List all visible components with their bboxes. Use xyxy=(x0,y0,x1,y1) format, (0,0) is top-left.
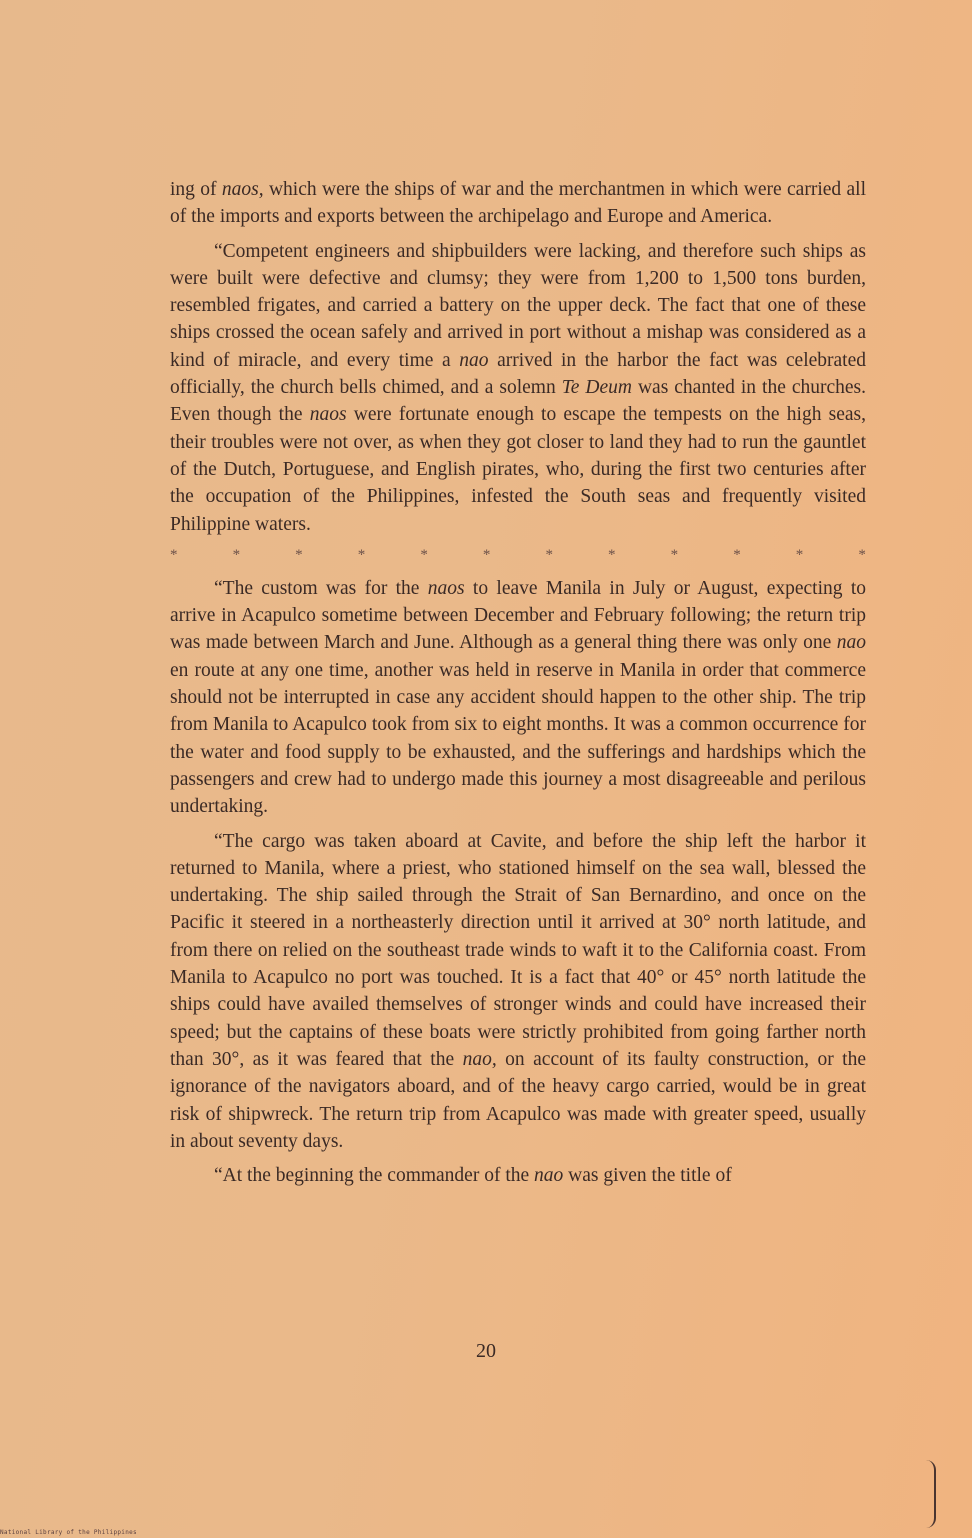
text-run: “The cargo was taken aboard at Cavite, and before the ship left the harbor it returned to Manila, where a priest, who stationed himself on the sea wall, blessed the undertaking. The ship sailed through the Strait of San Bernardino, and once on the Pacific it steered in a northeasterly direction until it arrived at 30° north latitude, and from there on relied on the southeast trade winds to waft it to the California coast. From Manila to Acapulco no port was touched. It is a fact that 40° or 45° north latitude the ships could have availed themselves of stronger winds and could have increased their speed; but the captains of these boats were strictly prohibited from going farther north than 30°, as it was feared that the xyxy=(170,830,866,1070)
asterisk: * xyxy=(545,546,553,563)
text-run: which were the ships of war and the merchantmen in which were carried all of the imports and exports between the archipelago and Europe and America. xyxy=(170,179,866,228)
asterisk: * xyxy=(733,546,741,563)
paragraph xyxy=(170,828,866,1156)
text-run: were fortunate enough to escape the tempests on the high seas, their troubles were not over, as when they got closer to land they had to run the gauntlet of the Dutch, Portuguese, and English pirates, who, during the first two centuries after the occupation of the Philippines, infested the South seas and frequently visited Philippine waters. xyxy=(170,404,867,535)
asterisk: * xyxy=(357,546,366,563)
italic-term: nao xyxy=(459,349,489,371)
asterisk: * xyxy=(608,546,616,563)
italic-term: nao xyxy=(534,1165,564,1187)
asterisk: * xyxy=(482,546,491,563)
paragraph xyxy=(170,1162,866,1189)
paragraph xyxy=(170,575,866,821)
text-run: on account of its faulty construction, or the ignorance of the navigators aboard, and of the heavy cargo carried, would be in great risk of shipwreck. The return trip from Acapulco was made with greater speed, usually in about seventy days. xyxy=(170,1048,867,1152)
italic-term: Te Deum xyxy=(561,377,632,399)
paragraph xyxy=(170,176,866,231)
asterisk: * xyxy=(858,546,866,563)
italic-term: naos xyxy=(309,404,347,426)
asterisk: * xyxy=(795,546,804,563)
asterisk: * xyxy=(420,546,428,563)
asterisk: * xyxy=(232,546,241,563)
italic-term: nao, xyxy=(462,1048,497,1070)
asterisk: * xyxy=(295,546,303,563)
text-run: was chanted in the churches. Even though the xyxy=(170,377,867,426)
text-run: “At the beginning the commander of the xyxy=(214,1165,535,1187)
page-number: 20 xyxy=(476,1340,496,1362)
page-body xyxy=(170,176,866,1196)
paragraph xyxy=(170,238,866,538)
text-run: arrived in the harbor the fact was celebrated officially, the church bells chimed, and a solemn xyxy=(170,349,866,399)
asterisk: * xyxy=(670,546,679,563)
page-edge-mark xyxy=(924,1460,936,1528)
asterisk: * xyxy=(170,546,178,563)
italic-term: nao xyxy=(836,632,866,654)
text-run: “Competent engineers and shipbuilders were lacking, and therefore such ships as were built were defective and clumsy; they were from 1,200 to 1,500 tons burden, resembled frigates, and carried a battery on the upper deck. The fact that one of these ships crossed the ocean safely and arrived in port without a mishap was considered as a kind of miracle, and every time a xyxy=(170,240,866,371)
text-run: ing of xyxy=(170,179,222,200)
text-run: to leave Manila in July or August, expecting to arrive in Acapulco sometime between December and February following; the return trip was made between March and June. Although as a general thing there was only one xyxy=(170,577,867,654)
italic-term: naos, xyxy=(221,179,264,200)
section-break-asterisks xyxy=(170,545,866,565)
text-run: was given the title of xyxy=(563,1165,732,1187)
text-run: “The custom was for the xyxy=(214,577,428,599)
italic-term: naos xyxy=(427,577,465,599)
text-run: en route at any one time, another was held in reserve in Manila in order that commerce should not be interrupted in case any accident should happen to the other ship. The trip from Manila to Acapulco took from six to eight months. It was a common occurrence for the water and food supply to be exhausted, and the sufferings and hardships which the passengers and crew had to undergo made this journey a most disagreeable and perilous undertaking. xyxy=(170,659,866,818)
footer-credit: National Library of the Philippines xyxy=(0,1529,137,1536)
